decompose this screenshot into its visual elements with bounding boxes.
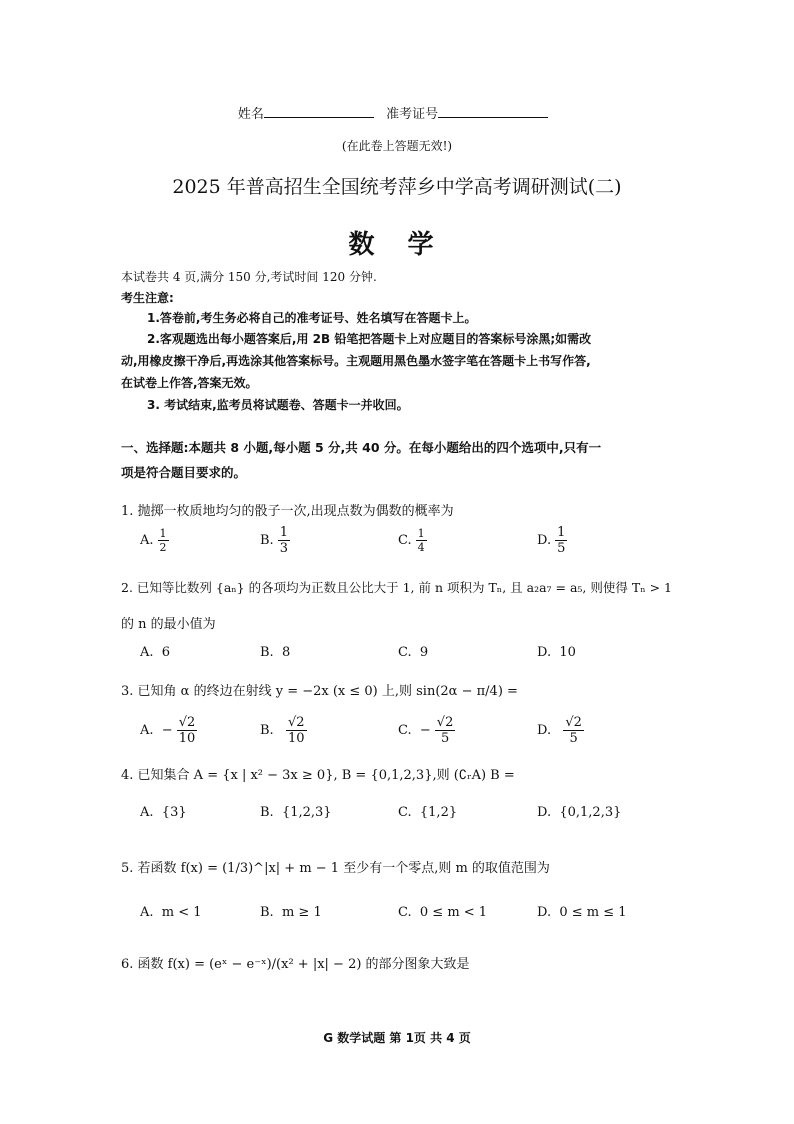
question-6-stem: 6. 函数 f(x) = (eˣ − e⁻ˣ)/(x² + |x| − 2) 的部分图象大致是 (121, 957, 470, 972)
q4-option-b: B. {1,2,3} (260, 805, 332, 820)
q3-option-b: B. $\frac{√2}{10}$ (260, 715, 305, 746)
exam-intro: 本试卷共 4 页,满分 150 分,考试时间 120 分钟. (121, 270, 377, 284)
subject-title: 数 学 (348, 230, 446, 260)
name-blank (264, 105, 374, 118)
notice-item-1: 1.答卷前,考生务必将自己的准考证号、姓名填写在答题卡上。 (147, 311, 477, 325)
q2-option-c: C. 9 (398, 645, 429, 660)
q3-option-a: A. − $\frac{√2}{10}$ (140, 715, 196, 746)
notice-item-2-end: 在试卷上作答,答案无效。 (121, 376, 258, 390)
question-4-stem: 4. 已知集合 A = {x | x² − 3x ≥ 0}, B = {0,1,2,3},则 (∁ᵣA) B = (121, 768, 515, 783)
name-label: 姓名 (237, 107, 264, 122)
question-2-stem: 2. 已知等比数列 {aₙ} 的各项均为正数且公比大于 1, 前 n 项积为 Tₙ, 且 a₂a₇ = a₅, 则使得 Tₙ > 1 (121, 580, 672, 595)
page-footer: G 数学试题 第 1页 共 4 页 (323, 1031, 471, 1045)
question-2-stem-cont: 的 n 的最小值为 (121, 617, 216, 632)
question-5-stem: 5. 若函数 f(x) = (1/3)^|x| + m − 1 至少有一个零点,则 m 的取值范围为 (121, 861, 550, 876)
section1-heading: 一、选择题:本题共 8 小题,每小题 5 分,共 40 分。在每小题给出的四个选项中,只有一 (121, 440, 602, 455)
q1-option-c: C. $\frac{1}{4}$ (398, 527, 425, 554)
id-label: 准考证号 (386, 107, 439, 122)
q2-option-b: B. 8 (260, 645, 291, 660)
candidate-info (0, 103, 794, 122)
q5-option-b: B. m ≥ 1 (260, 905, 322, 920)
q1-option-a: A. $\frac{1}{2}$ (140, 527, 167, 554)
notice-item-3: 3. 考试结束,监考员将试题卷、答题卡一并收回。 (147, 398, 409, 412)
q1-option-b: B. $\frac{1}{3}$ (260, 525, 288, 556)
notice-heading: 考生注意: (121, 291, 174, 305)
question-3-stem: 3. 已知角 α 的终边在射线 y = −2x (x ≤ 0) 上,则 sin(2α − π/4) = (121, 684, 518, 699)
q5-option-a: A. m < 1 (140, 905, 202, 920)
q5-option-d: D. 0 ≤ m ≤ 1 (537, 905, 627, 920)
q5-option-c: C. 0 ≤ m < 1 (398, 905, 488, 920)
q2-option-d: D. 10 (537, 645, 576, 660)
section1-heading-cont: 项是符合题目要求的。 (121, 465, 247, 480)
q3-option-c: C. − $\frac{√2}{5}$ (398, 715, 454, 746)
q4-option-d: D. {0,1,2,3} (537, 805, 622, 820)
exam-title: 2025 年普高招生全国统考萍乡中学高考调研测试(二) (172, 176, 622, 198)
q1-option-d: D. $\frac{1}{5}$ (537, 525, 566, 556)
q3-option-d: D. $\frac{√2}{5}$ (537, 715, 582, 746)
invalid-note: (在此卷上答题无效!) (341, 139, 453, 153)
notice-item-2-cont: 动,用橡皮擦干净后,再选涂其他答案标号。主观题用黑色墨水签字笔在答题卡上书写作答, (121, 354, 591, 368)
question-1-stem: 1. 抛掷一枚质地均匀的骰子一次,出现点数为偶数的概率为 (121, 504, 454, 519)
q4-option-a: A. {3} (140, 805, 187, 820)
id-blank (438, 105, 548, 118)
notice-item-2: 2.客观题选出每小题答案后,用 2B 铅笔把答题卡上对应题目的答案标号涂黑;如需改 (147, 332, 592, 346)
q4-option-c: C. {1,2} (398, 805, 458, 820)
q2-option-a: A. 6 (140, 645, 171, 660)
